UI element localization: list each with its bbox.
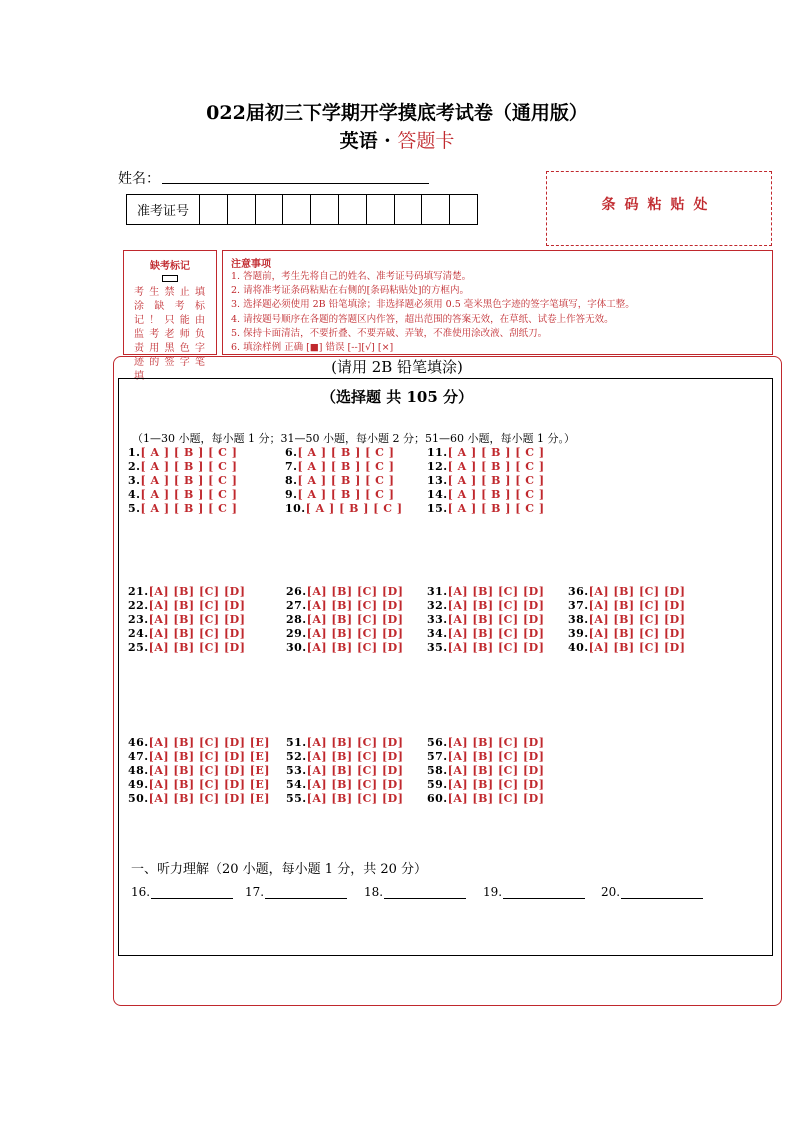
question-number: 27.	[286, 599, 307, 612]
question-number: 23.	[128, 613, 149, 626]
answer-line[interactable]	[265, 886, 347, 899]
exam-id-cell[interactable]	[367, 195, 395, 224]
question-row	[568, 641, 685, 654]
question-number: 22.	[128, 599, 149, 612]
answer-options[interactable]: [A] [B] [C] [D]	[447, 641, 545, 654]
question-row	[128, 792, 270, 805]
question-row	[427, 627, 544, 640]
question-number: 14.	[427, 488, 448, 501]
absent-mark-checkbox[interactable]	[162, 275, 178, 282]
answer-options[interactable]: [A] [B] [C] [D]	[306, 736, 404, 749]
name-field[interactable]	[162, 183, 429, 184]
question-row	[128, 599, 245, 612]
question-row	[427, 778, 544, 791]
answer-options[interactable]: [A] [B] [C] [D] [E]	[148, 778, 271, 791]
answer-options[interactable]: [A] [B] [C] [D]	[447, 627, 545, 640]
exam-id-cell[interactable]	[283, 195, 311, 224]
question-row	[128, 736, 270, 749]
question-row	[286, 641, 403, 654]
listening-blank	[245, 885, 347, 899]
answer-line[interactable]	[621, 886, 703, 899]
question-row	[285, 488, 394, 501]
exam-title: 022届初三下学期开学摸底考试卷（通用版）	[206, 102, 588, 124]
question-row	[285, 502, 403, 515]
question-number: 3.	[128, 474, 141, 487]
exam-id-cell[interactable]	[200, 195, 228, 224]
question-row	[128, 764, 270, 777]
question-row	[568, 599, 685, 612]
question-row	[128, 641, 245, 654]
answer-options[interactable]: [A] [B] [C] [D]	[447, 599, 545, 612]
answer-options[interactable]: [A] [B] [C] [D]	[148, 599, 246, 612]
question-row	[285, 460, 394, 473]
question-number: 57.	[427, 750, 448, 763]
answer-line[interactable]	[384, 886, 466, 899]
notice-box	[222, 250, 773, 355]
answer-line[interactable]	[151, 886, 233, 899]
answer-options[interactable]: [A] [B] [C] [D] [E]	[148, 764, 271, 777]
exam-id-cell[interactable]	[228, 195, 256, 224]
question-number: 1.	[128, 446, 141, 459]
answer-options[interactable]: [A] [B] [C] [D]	[306, 627, 404, 640]
question-row	[286, 764, 403, 777]
question-number: 58.	[427, 764, 448, 777]
question-number: 46.	[128, 736, 149, 749]
exam-id-cell[interactable]	[256, 195, 284, 224]
question-number: 26.	[286, 585, 307, 598]
question-row	[427, 446, 545, 459]
question-row	[128, 627, 245, 640]
question-row	[128, 750, 270, 763]
question-number: 20.	[601, 885, 621, 899]
question-number: 32.	[427, 599, 448, 612]
notice-item: 1. 答题前，考生先将自己的姓名、准考证号码填写清楚。	[231, 271, 472, 282]
answer-options[interactable]: [ A ] [ B ] [ C ]	[447, 460, 545, 473]
absent-mark-text: 考生禁止填涂缺考标记！只能由监考老师负责用黑色字迹的签字笔填	[134, 287, 208, 382]
question-row	[427, 764, 544, 777]
question-row	[568, 613, 685, 626]
answer-options[interactable]: [A] [B] [C] [D]	[447, 778, 545, 791]
question-number: 50.	[128, 792, 149, 805]
answer-options[interactable]: [A] [B] [C] [D]	[306, 613, 404, 626]
question-number: 5.	[128, 502, 141, 515]
answer-options[interactable]: [ A ] [ B ] [ C ]	[140, 474, 238, 487]
question-row	[427, 474, 545, 487]
question-row	[128, 446, 237, 459]
answer-options[interactable]: [A] [B] [C] [D]	[447, 764, 545, 777]
question-row	[427, 641, 544, 654]
absent-mark-box	[123, 250, 217, 382]
question-row	[286, 627, 403, 640]
answer-options[interactable]: [A] [B] [C] [D]	[148, 585, 246, 598]
answer-options[interactable]: [ A ] [ B ] [ C ]	[297, 474, 395, 487]
question-row	[286, 599, 403, 612]
answer-options[interactable]: [A] [B] [C] [D]	[306, 764, 404, 777]
listening-blank	[601, 885, 703, 899]
answer-options[interactable]: [A] [B] [C] [D]	[306, 641, 404, 654]
name-label: 姓名：	[118, 171, 160, 187]
question-number: 55.	[286, 792, 307, 805]
question-row	[427, 792, 544, 805]
question-row	[128, 585, 245, 598]
question-number: 39.	[568, 627, 589, 640]
answer-options[interactable]: [A] [B] [C] [D]	[447, 750, 545, 763]
question-row	[286, 585, 403, 598]
question-number: 29.	[286, 627, 307, 640]
question-number: 28.	[286, 613, 307, 626]
answer-options[interactable]: [A] [B] [C] [D]	[447, 585, 545, 598]
subject-label: 英语 ·	[339, 130, 398, 152]
exam-subtitle	[0, 126, 794, 153]
question-row	[427, 736, 544, 749]
question-number: 34.	[427, 627, 448, 640]
answer-options[interactable]: [ A ] [ B ] [ C ]	[140, 460, 238, 473]
listening-title: 一、听力理解（20 小题，每小题 1 分，共 20 分）	[131, 862, 428, 877]
answer-options[interactable]: [A] [B] [C] [D]	[588, 585, 686, 598]
question-number: 36.	[568, 585, 589, 598]
answer-options[interactable]: [A] [B] [C] [D]	[588, 599, 686, 612]
question-number: 2.	[128, 460, 141, 473]
question-number: 12.	[427, 460, 448, 473]
question-number: 17.	[245, 885, 265, 899]
answer-options[interactable]: [A] [B] [C] [D]	[588, 627, 686, 640]
listening-blank	[131, 885, 233, 899]
answer-options[interactable]: [ A ] [ B ] [ C ]	[447, 446, 545, 459]
answer-options[interactable]: [ A ] [ B ] [ C ]	[447, 488, 545, 501]
question-number: 25.	[128, 641, 149, 654]
question-row	[286, 736, 403, 749]
question-row	[427, 599, 544, 612]
question-number: 21.	[128, 585, 149, 598]
notice-title: 注意事项	[231, 259, 271, 270]
answer-options[interactable]: [ A ] [ B ] [ C ]	[140, 446, 238, 459]
answer-card-label: 答题卡	[397, 130, 455, 152]
question-row	[568, 627, 685, 640]
answer-options[interactable]: [A] [B] [C] [D]	[306, 585, 404, 598]
question-number: 24.	[128, 627, 149, 640]
question-row	[427, 585, 544, 598]
question-row	[568, 585, 685, 598]
answer-options[interactable]: [A] [B] [C] [D]	[306, 750, 404, 763]
question-number: 56.	[427, 736, 448, 749]
question-number: 16.	[131, 885, 151, 899]
question-number: 47.	[128, 750, 149, 763]
question-row	[286, 750, 403, 763]
notice-item: 4. 请按题号顺序在各题的答题区内作答，超出范围的答案无效，在草纸、试卷上作答无效。	[231, 313, 614, 325]
question-row	[285, 446, 394, 459]
exam-id-box	[126, 194, 478, 225]
question-number: 33.	[427, 613, 448, 626]
barcode-area: 条码粘贴处	[546, 171, 772, 246]
notice-item: 5. 保持卡面清洁，不要折叠、不要弄破、弄皱，不准使用涂改液、刮纸刀。	[231, 327, 548, 339]
question-number: 8.	[285, 474, 298, 487]
question-row	[286, 778, 403, 791]
question-number: 54.	[286, 778, 307, 791]
notice-item: 2. 请将准考证条码粘贴在右侧的[条码粘贴处]的方框内。	[231, 285, 469, 297]
question-number: 38.	[568, 613, 589, 626]
question-row	[427, 613, 544, 626]
question-number: 53.	[286, 764, 307, 777]
answer-options[interactable]: [A] [B] [C] [D]	[447, 736, 545, 749]
question-number: 49.	[128, 778, 149, 791]
question-number: 9.	[285, 488, 298, 501]
answer-options[interactable]: [ A ] [ B ] [ C ]	[447, 474, 545, 487]
answer-options[interactable]: [A] [B] [C] [D]	[588, 613, 686, 626]
answer-line[interactable]	[503, 886, 585, 899]
answer-options[interactable]: [A] [B] [C] [D]	[588, 641, 686, 654]
exam-id-cell[interactable]	[422, 195, 450, 224]
question-row	[128, 778, 270, 791]
exam-id-cell[interactable]	[339, 195, 367, 224]
question-number: 18.	[364, 885, 384, 899]
answer-options[interactable]: [ A ] [ B ] [ C ]	[140, 502, 238, 515]
question-row	[128, 613, 245, 626]
question-number: 13.	[427, 474, 448, 487]
question-row	[427, 460, 545, 473]
question-number: 35.	[427, 641, 448, 654]
question-number: 37.	[568, 599, 589, 612]
answer-options[interactable]: [A] [B] [C] [D]	[306, 778, 404, 791]
exam-id-cell[interactable]	[395, 195, 423, 224]
listening-blank	[483, 885, 585, 899]
question-number: 59.	[427, 778, 448, 791]
listening-blank	[364, 885, 466, 899]
question-row	[128, 502, 237, 515]
question-row	[427, 488, 545, 501]
exam-id-cell[interactable]	[311, 195, 339, 224]
answer-options[interactable]: [A] [B] [C] [D]	[148, 613, 246, 626]
question-number: 51.	[286, 736, 307, 749]
question-number: 11.	[427, 446, 448, 459]
question-number: 52.	[286, 750, 307, 763]
question-number: 6.	[285, 446, 298, 459]
question-row	[286, 613, 403, 626]
question-row	[128, 488, 237, 501]
answer-options[interactable]: [ A ] [ B ] [ C ]	[297, 460, 395, 473]
answer-options[interactable]: [ A ] [ B ] [ C ]	[305, 502, 403, 515]
question-number: 7.	[285, 460, 298, 473]
question-number: 15.	[427, 502, 448, 515]
question-row	[285, 474, 394, 487]
answer-options[interactable]: [A] [B] [C] [D]	[447, 613, 545, 626]
question-row	[128, 474, 237, 487]
question-number: 4.	[128, 488, 141, 501]
answer-options[interactable]: [ A ] [ B ] [ C ]	[297, 446, 395, 459]
question-number: 19.	[483, 885, 503, 899]
question-row	[286, 792, 403, 805]
scoring-instructions: （1—30 小题，每小题 1 分；31—50 小题，每小题 2 分；51—60 小题，每小题 1 分。）	[132, 432, 575, 445]
question-number: 40.	[568, 641, 589, 654]
answer-options[interactable]: [A] [B] [C] [D]	[148, 641, 246, 654]
exam-id-label: 准考证号	[127, 195, 200, 224]
answer-options[interactable]: [A] [B] [C] [D]	[306, 599, 404, 612]
question-number: 30.	[286, 641, 307, 654]
notice-item: 6. 填涂样例 正确 [■] 错误 [--][√] [×]	[231, 342, 394, 354]
answer-options[interactable]: [ A ] [ B ] [ C ]	[447, 502, 545, 515]
fill-note: (请用 2B 铅笔填涂)	[331, 358, 463, 376]
answer-options[interactable]: [A] [B] [C] [D] [E]	[148, 750, 271, 763]
answer-options[interactable]: [A] [B] [C] [D] [E]	[148, 792, 271, 805]
question-row	[427, 502, 545, 515]
answer-options[interactable]: [A] [B] [C] [D]	[148, 627, 246, 640]
question-row	[128, 460, 237, 473]
notice-item: 3. 选择题必须使用 2B 铅笔填涂；非选择题必须用 0.5 毫米黑色字迹的签字笔填写，字体工整。	[231, 299, 635, 311]
question-number: 10.	[285, 502, 306, 515]
answer-options[interactable]: [ A ] [ B ] [ C ]	[140, 488, 238, 501]
answer-options[interactable]: [A] [B] [C] [D]	[306, 792, 404, 805]
question-number: 31.	[427, 585, 448, 598]
exam-id-cell[interactable]	[450, 195, 477, 224]
answer-options[interactable]: [ A ] [ B ] [ C ]	[297, 488, 395, 501]
question-row	[427, 750, 544, 763]
question-number: 48.	[128, 764, 149, 777]
question-number: 60.	[427, 792, 448, 805]
absent-mark-title: 缺考标记	[150, 261, 190, 272]
section-title: （选择题 共 105 分）	[321, 388, 473, 406]
answer-options[interactable]: [A] [B] [C] [D] [E]	[148, 736, 271, 749]
answer-options[interactable]: [A] [B] [C] [D]	[447, 792, 545, 805]
